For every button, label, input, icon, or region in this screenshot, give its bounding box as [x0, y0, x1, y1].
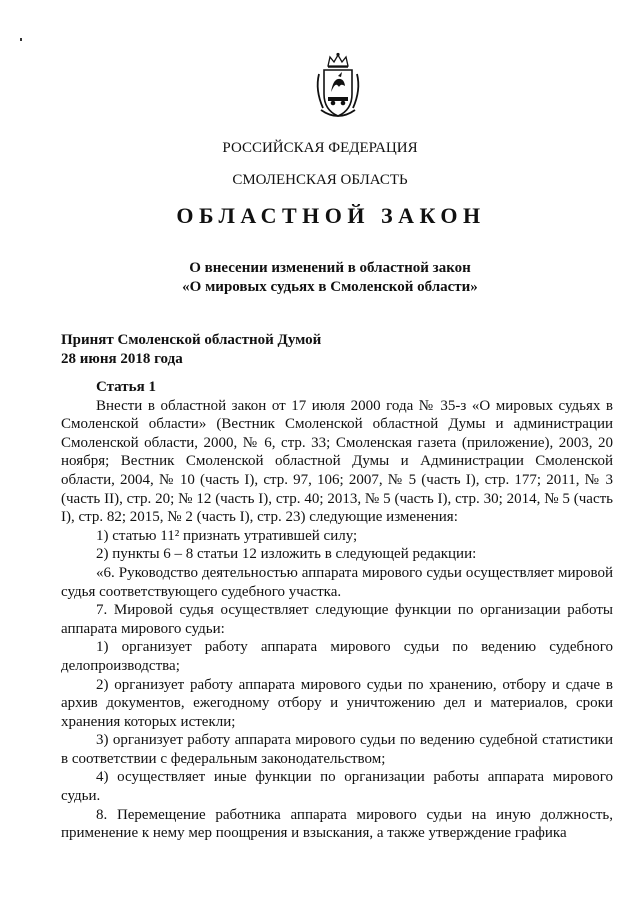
- article-paragraph: 2) пункты 6 – 8 статьи 12 изложить в следующей редакции:: [96, 546, 477, 563]
- law-subject-line-1: О внесении изменений в областной закон: [189, 260, 471, 276]
- article-paragraph: Внести в областной закон от 17 июля 2000 года № 35-з «О мировых судьях в Смоленской области» (Вестник Смоленской областной Думы и администрации Смоленской области, 2000, № 6, стр. 33; Смоленская газета (приложение), 2003, 20 ноября; Вестник Смоленской областной Думы и Администрации Смоленской области, 2004, № 10 (часть I), стр. 97, 106; 2007, № 5 (часть I), стр. 177; 2011, № 3 (часть II), стр. 20; № 12 (часть I), стр. 40; 2013, № 5 (часть I), стр. 30; 2014, № 5 (часть I), стр. 82; 2015, № 2 (часть I), стр. 23) следующие изменения:: [61, 397, 613, 526]
- article-paragraph: 7. Мировой судья осуществляет следующие функции по организации работы аппарата мирового судьи:: [61, 602, 613, 637]
- article-paragraph: 1) статью 11² признать утратившей силу;: [96, 527, 358, 544]
- coat-of-arms-icon: [311, 52, 365, 122]
- article-paragraph: 2) организует работу аппарата мирового судьи по хранению, отбору и сдаче в архив документов, ежегодному отбору и уничтожению дел и материалов, сроки хранения которых истекли;: [61, 676, 613, 730]
- law-subject: [0, 259, 640, 297]
- country-heading: РОССИЙСКАЯ ФЕДЕРАЦИЯ: [222, 140, 418, 156]
- article-paragraph: 8. Перемещение работника аппарата мирового судьи на иную должность, применение к нему мер поощрения и взыскания, а также утверждение графика: [61, 806, 613, 842]
- article-paragraph: 4) осуществляет иные функции по организации работы аппарата мирового судьи.: [61, 769, 613, 805]
- article-paragraph: «6. Руководство деятельностью аппарата мирового судьи осуществляет мировой судья соответствующего судебного участка.: [61, 564, 613, 600]
- document-type-title: ОБЛАСТНОЙ ЗАКОН: [176, 203, 486, 228]
- adoption-block: [61, 331, 321, 369]
- article-paragraph: 1) организует работу аппарата мирового судьи по ведению судебного делопроизводства;: [61, 639, 613, 674]
- article-heading: Статья 1: [96, 379, 156, 395]
- scan-speck: [20, 38, 22, 41]
- region-heading: СМОЛЕНСКАЯ ОБЛАСТЬ: [232, 172, 408, 188]
- adoption-date: 28 июня 2018 года: [61, 351, 183, 367]
- article-body: [61, 378, 613, 843]
- law-subject-line-2: «О мировых судьях в Смоленской области»: [182, 279, 478, 295]
- article-paragraph: 3) организует работу аппарата мирового судьи по ведению судебной статистики в соответствии с федеральным законодательством;: [61, 732, 613, 767]
- adoption-body: Принят Смоленской областной Думой: [61, 332, 322, 348]
